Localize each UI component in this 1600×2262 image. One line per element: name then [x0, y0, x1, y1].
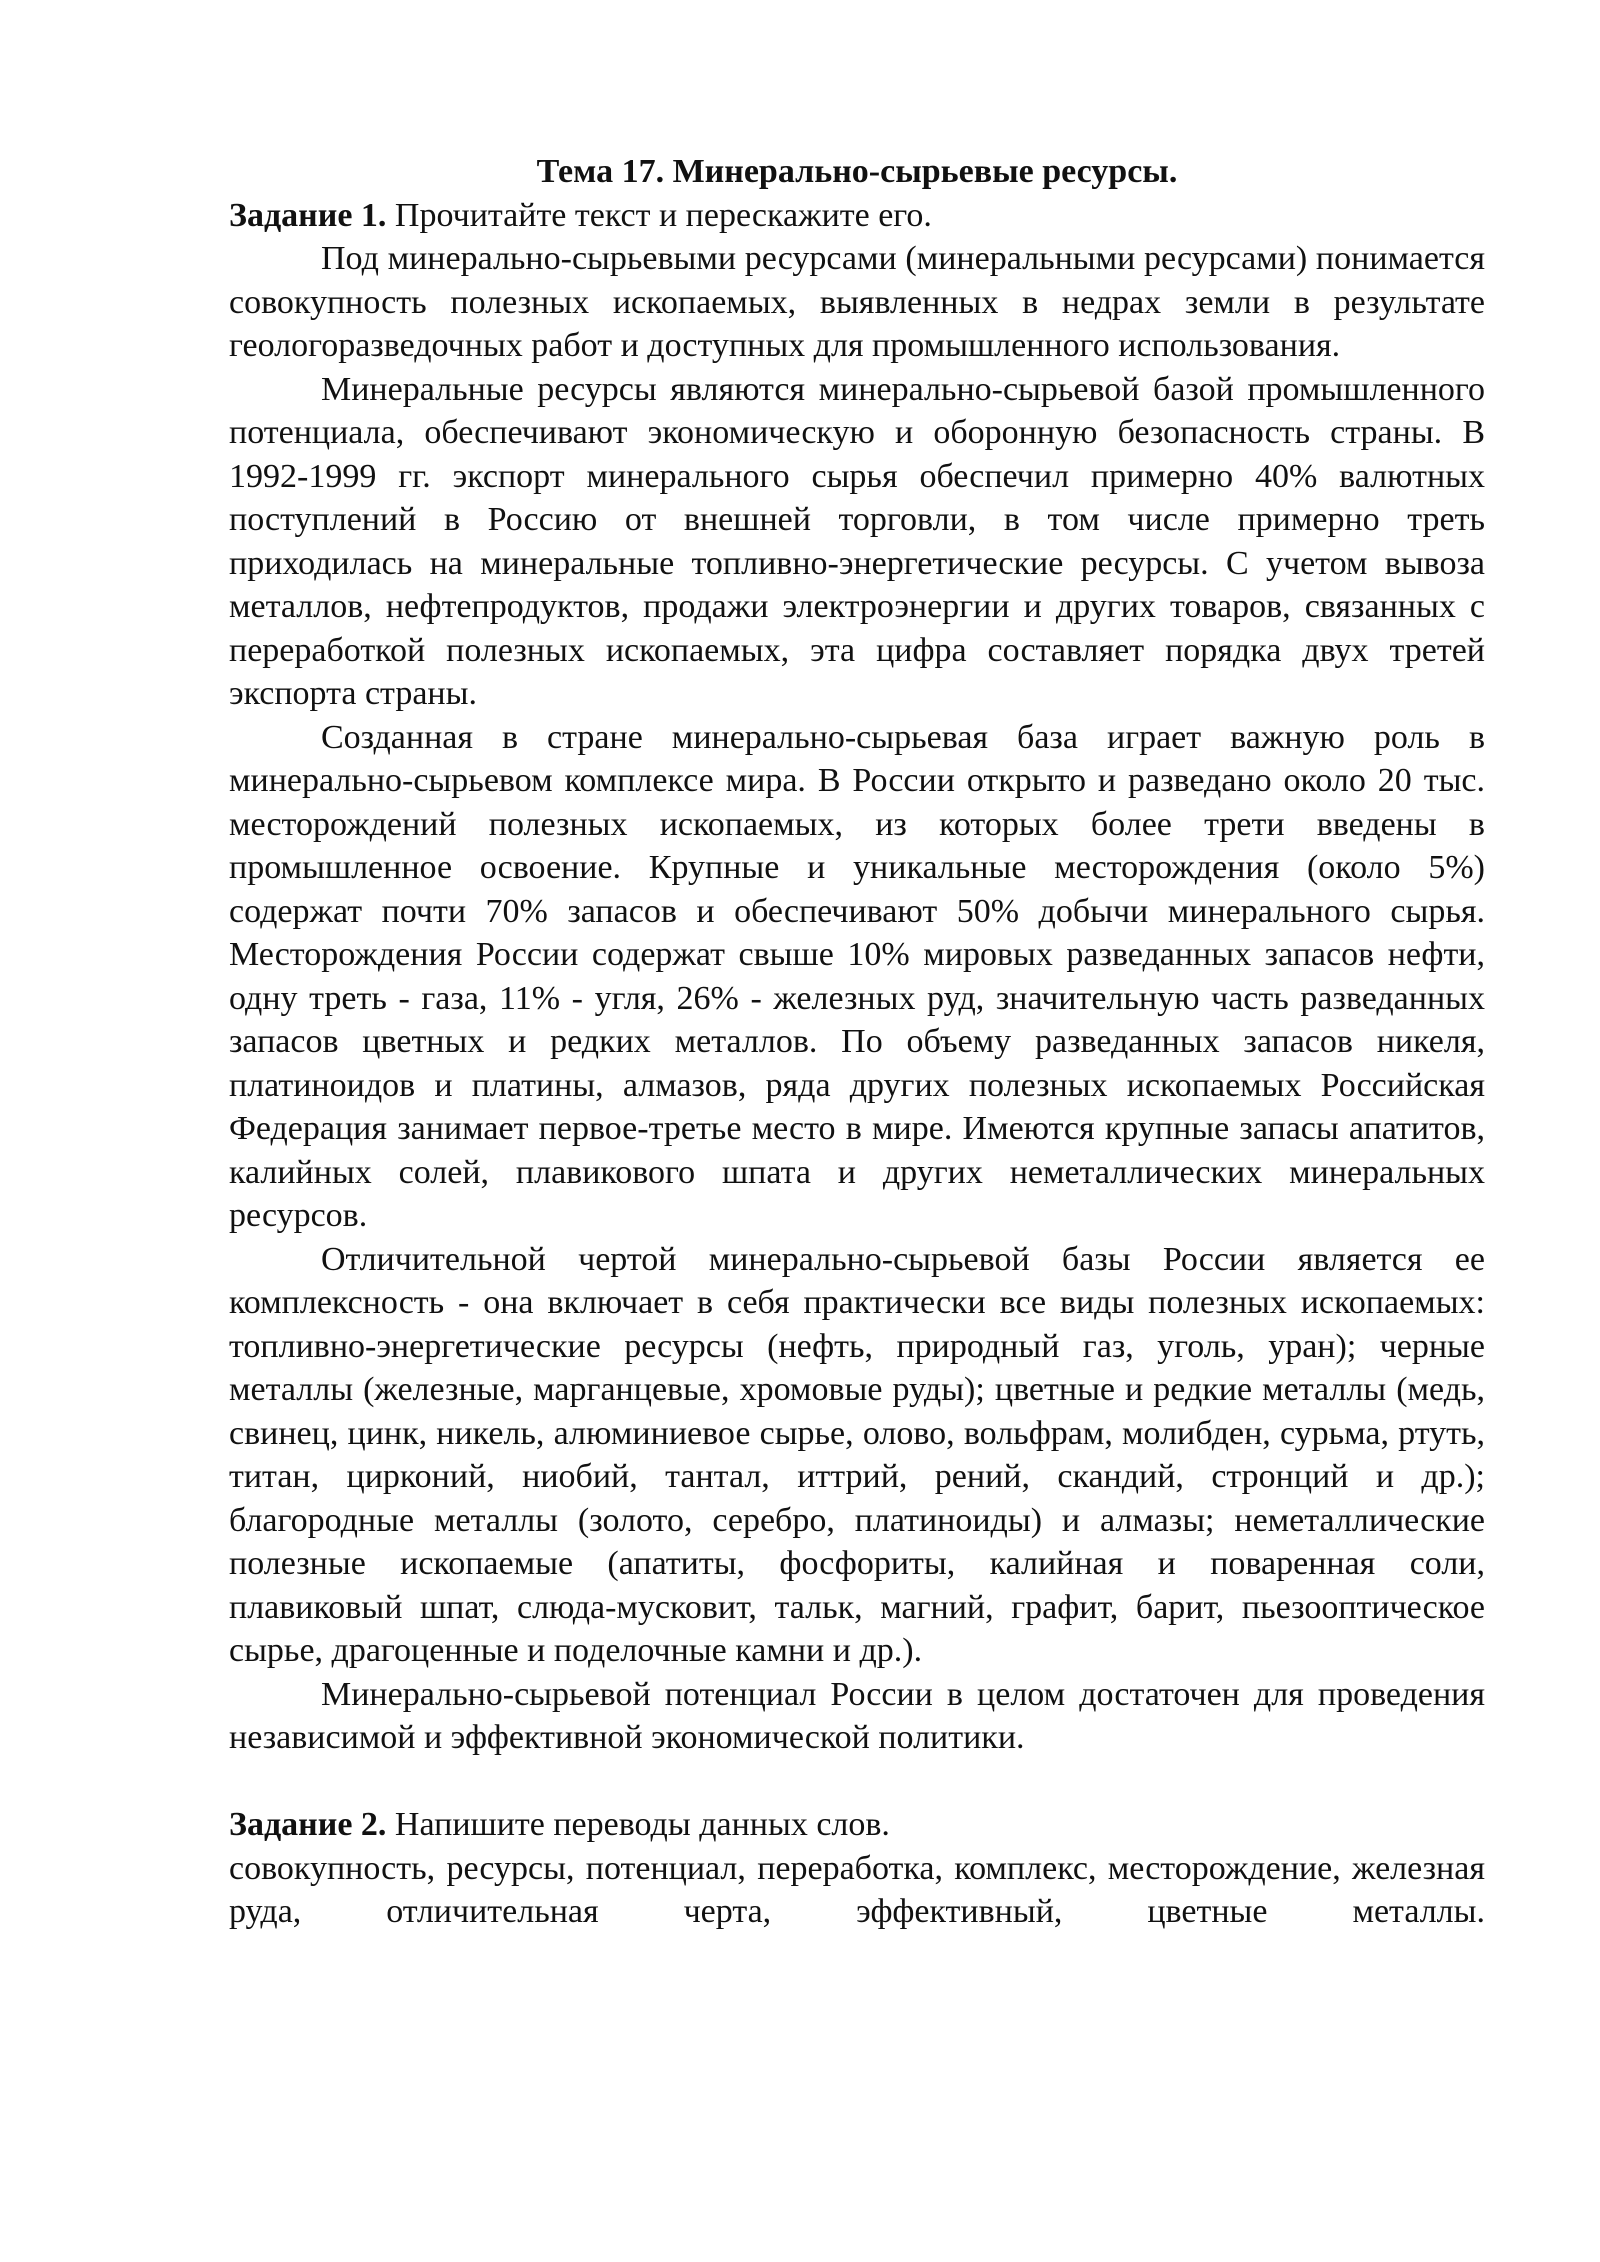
paragraph-1: Под минерально-сырьевыми ресурсами (минеральными ресурсами) понимается совокупность полезных ископаемых, выявленных в недрах земли в результате геологоразведочных работ и доступных для промышленного использования.: [229, 240, 1485, 364]
document-page: [229, 150, 1485, 1934]
task-1-heading: [229, 194, 1485, 238]
task-1-instruction: Прочитайте текст и перескажите его.: [386, 196, 932, 234]
blank-line: [229, 1760, 1485, 1804]
paragraph-4: Отличительной чертой минерально-сырьевой базы России является ее комплексность - она включает в себя практически все виды полезных ископаемых: топливно-энергетические ресурсы (нефть, природный газ, уголь, уран); черные металлы (железные, марганцевые, хромовые руды); цветные и редкие металлы (медь, свинец, цинк, никель, алюминиевое сырье, олово, вольфрам, молибден, сурьма, ртуть, титан, цирконий, ниобий, тантал, иттрий, рений, скандий, стронций и др.); благородные металлы (золото, серебро, платиноиды) и алмазы; неметаллические полезные ископаемые (апатиты, фосфориты, калийная и поваренная соли, плавиковый шпат, слюда-мусковит, тальк, магний, графит, барит, пьезооптическое сырье, драгоценные и поделочные камни и др.).: [229, 1240, 1485, 1669]
task-2-word-list: совокупность, ресурсы, потенциал, переработка, комплекс, месторождение, железная руда, отличительная черта, эффективный, цветные металлы.: [229, 1849, 1485, 1930]
page-title: Тема 17. Минерально-сырьевые ресурсы.: [536, 153, 1178, 190]
task-2-label: Задание 2.: [229, 1806, 387, 1843]
task-1-label: Задание 1.: [229, 196, 387, 234]
task-2-instruction: Напишите переводы данных слов.: [386, 1806, 890, 1843]
paragraph-5: Минерально-сырьевой потенциал России в целом достаточен для проведения независимой и эффективной экономической политики.: [229, 1675, 1485, 1756]
paragraph-3: Созданная в стране минерально-сырьевая база играет важную роль в минерально-сырьевом комплексе мира. В России открыто и разведано около 20 тыс. месторождений полезных ископаемых, из которых более трети введены в промышленное освоение. Крупные и уникальные месторождения (около 5%) содержат почти 70% запасов и обеспечивают 50% добычи минерального сырья. Месторождения России содержат свыше 10% мировых разведанных запасов нефти, одну треть - газа, 11% - угля, 26% - железных руд, значительную часть разведанных запасов цветных и редких металлов. По объему разведанных запасов никеля, платиноидов и платины, алмазов, ряда других полезных ископаемых Российская Федерация занимает первое-третье место в мире. Имеются крупные запасы апатитов, калийных солей, плавикового шпата и других неметаллических минеральных ресурсов.: [229, 718, 1485, 1234]
task-2-heading: [229, 1803, 1485, 1847]
paragraph-2: Минеральные ресурсы являются минерально-сырьевой базой промышленного потенциала, обеспечивают экономическую и оборонную безопасность страны. В 1992-1999 гг. экспорт минерального сырья обеспечил примерно 40% валютных поступлений в Россию от внешней торговли, в том числе примерно треть приходилась на минеральные топливно-энергетические ресурсы. С учетом вывоза металлов, нефтепродуктов, продажи электроэнергии и других товаров, связанных с переработкой полезных ископаемых, эта цифра составляет порядка двух третей экспорта страны.: [229, 370, 1485, 712]
